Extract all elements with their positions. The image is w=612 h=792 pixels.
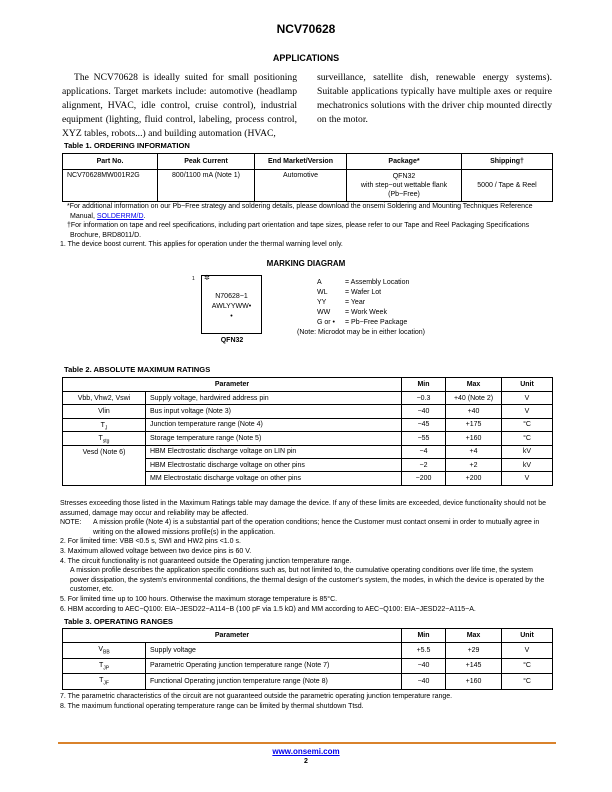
max-value: +2: [446, 458, 502, 471]
symbol-text: Vbb, Vhw2, Vswi: [77, 395, 131, 402]
marking-line: N70628−1: [215, 293, 248, 300]
table-row: [63, 658, 553, 674]
legend-item: [317, 278, 425, 288]
min-value: −55: [402, 432, 446, 445]
legend-key: WW: [317, 309, 331, 316]
symbol: [63, 445, 146, 485]
note-5: 5. For limited time up to 100 hours. Otherwise the maximum storage temperature is 85°C.: [60, 595, 338, 603]
page-number: 2: [304, 758, 308, 765]
shipping: 5000 / Tape & Reel: [462, 170, 553, 202]
min-value: −40: [402, 405, 446, 418]
applications-text-col2: surveillance, satellite dish, renewable energy systems). Suitable applications typically have multiple axes or require mechatronics solutions with the driver chip mounted directly on the motor.: [317, 72, 552, 125]
min-value: +5.5: [402, 643, 446, 659]
min-value: −45: [402, 418, 446, 431]
min-value: −40: [402, 674, 446, 690]
legend-value: = Work Week: [345, 309, 387, 316]
unit: V: [502, 392, 553, 405]
ordering-table: [62, 153, 553, 202]
marking-legend: [297, 278, 425, 338]
symbol-text: T: [100, 421, 105, 429]
footnote-shipping: †For information on tape and reel specifications, including part orientation and tape sizes, please refer to our Tape and Reel Packaging Specifications Brochure, BRD8011/D.: [67, 222, 530, 239]
qfn32-package-marking: [201, 275, 262, 334]
legend-item: [317, 288, 425, 298]
microdot-note: (Note: Microdot may be in either location): [297, 329, 425, 336]
note-1: 1. The device boost current. This applies for operation under the thermal warning level only.: [60, 241, 343, 249]
col-header: Unit: [502, 378, 553, 392]
col-header: Parameter: [63, 378, 402, 392]
symbol: [63, 658, 146, 674]
end-market: Automotive: [255, 170, 347, 202]
footer-rule: [58, 742, 556, 744]
note-6: 6. HBM according to AEC−Q100: EIA−JESD22−A114−B (100 pF via 1.5 kΩ) and MM according to AEC−Q100: EIA−JESD22−A115−A.: [60, 605, 476, 613]
legend-key: A: [317, 279, 322, 286]
legend-item: [317, 298, 425, 308]
symbol-text: T: [98, 661, 104, 669]
marking-line: •: [230, 313, 233, 320]
symbol: [63, 392, 146, 405]
table1-footnotes: *For additional information on our Pb−Free strategy and soldering details, please download the onsemi Soldering and Mounting Techniques Reference Manual, SOLDERRM/D. †For information on tape and reel specifications, including part orientation and tape sizes, please refer to our Tape and Reel Packaging Specifications Brochure, BRD8011/D. 1. The device boost current. This applies for operation under the thermal warning level only.: [60, 202, 553, 250]
symbol-text: T: [99, 677, 104, 685]
max-value: +29: [446, 643, 502, 659]
absolute-max-ratings-table: [62, 377, 553, 486]
max-value: +175: [446, 418, 502, 431]
unit: V: [502, 405, 553, 418]
table-row: [63, 170, 553, 202]
col-header: Part No.: [63, 154, 158, 170]
symbol-subscript: BB: [103, 649, 110, 656]
parameter: Junction temperature range (Note 4): [146, 418, 402, 431]
max-value: +145: [446, 658, 502, 674]
applications-text-col1: The NCV70628 is ideally suited for small positioning applications. Target markets include: automotive (headlamp alignment, HVAC, idle control, cruise control), industrial equipment (lighting, fluid control, labeling, process control, XYZ tables, robots...) and building automation (HVAC,: [62, 72, 297, 139]
min-value: −40: [402, 658, 446, 674]
legend-key: YY: [317, 299, 327, 306]
table3-caption: Table 3. OPERATING RANGES: [64, 617, 173, 626]
legend-key: WL: [317, 289, 328, 296]
legend-value: = Assembly Location: [345, 279, 410, 286]
solderrm-link[interactable]: SOLDERRM/D: [96, 212, 144, 220]
table-row: [63, 432, 553, 445]
col-header: Min: [402, 629, 446, 643]
marking-diagram-heading: MARKING DIAGRAM: [266, 259, 346, 268]
unit: °C: [502, 432, 553, 445]
symbol-text: Vesd (Note 6): [82, 448, 126, 456]
table3-notes: [60, 692, 553, 711]
max-value: +200: [446, 472, 502, 485]
parameter: HBM Electrostatic discharge voltage on LIN pin: [146, 445, 402, 458]
website-link[interactable]: www.onsemi.com: [272, 747, 340, 756]
table-row: [63, 392, 553, 405]
legend-value: = Wafer Lot: [345, 289, 382, 296]
col-header: End Market/Version: [255, 154, 347, 170]
symbol: [63, 643, 146, 659]
symbol: [63, 674, 146, 690]
unit: kV: [502, 445, 553, 458]
max-value: +160: [446, 674, 502, 690]
col-header: Shipping†: [462, 154, 553, 170]
table1-caption: Table 1. ORDERING INFORMATION: [64, 141, 190, 150]
legend-key: G or •: [317, 319, 336, 326]
package-line: (Pb−Free): [388, 191, 420, 198]
part-number: NCV70628MW001R2G: [63, 170, 158, 202]
unit: V: [502, 643, 553, 659]
note-4-detail: A mission profile describes the application specific conditions such as, but not limited to, the cumulative operating conditions over life time, the system power dissipation, the system’s environmental conditions, the thermal design of the customer’s system, the modes, in which the device is operated by the customer, etc.: [70, 567, 545, 594]
parameter: Functional Operating junction temperature range (Note 8): [146, 674, 402, 690]
note-3: 3. Maximum allowed voltage between two device pins is 60 V.: [60, 547, 252, 555]
min-value: −4: [402, 445, 446, 458]
note-label: NOTE:: [60, 519, 82, 527]
table-row: [63, 643, 553, 659]
col-header: Package*: [347, 154, 462, 170]
parameter: Supply voltage, hardwired address pin: [146, 392, 402, 405]
symbol-text: V: [98, 646, 103, 653]
max-value: +160: [446, 432, 502, 445]
parameter: Supply voltage: [146, 643, 402, 659]
note-8: 8. The maximum functional operating temperature range can be limited by thermal shutdown Ttsd.: [60, 702, 364, 710]
symbol-text: Vlin: [98, 408, 110, 416]
parameter: Parametric Operating junction temperature range (Note 7): [146, 658, 402, 674]
note-7: 7. The parametric characteristics of the circuit are not guaranteed outside the parametric operating junction temperature range.: [60, 693, 453, 700]
symbol: [63, 405, 146, 418]
legend-item: [317, 308, 425, 318]
package-line: QFN32: [392, 173, 416, 180]
package-line: with step−out wettable flank: [360, 182, 448, 189]
package-label: QFN32: [220, 337, 244, 344]
min-value: −0.3: [402, 392, 446, 405]
legend-value: = Pb−Free Package: [345, 319, 408, 326]
pin1-label: 1: [192, 276, 195, 282]
symbol-text: T: [98, 435, 103, 443]
col-header: Min: [402, 378, 446, 392]
unit: V: [502, 472, 553, 485]
package: [347, 170, 462, 202]
symbol: [63, 432, 146, 445]
col-header: Parameter: [63, 629, 402, 643]
symbol-subscript: JP: [103, 664, 110, 671]
parameter: Storage temperature range (Note 5): [146, 432, 402, 445]
mission-profile-note: A mission profile (Note 4) is a substantial part of the operation conditions; hence the Customer must contact onsemi in order to mutually agree in writing on the allowed missions profile(s) in the application.: [93, 519, 540, 536]
table-row: [63, 674, 553, 690]
applications-heading: APPLICATIONS: [272, 53, 340, 63]
note-4: 4. The circuit functionality is not guaranteed outside the Operating junction temperature range.: [60, 557, 352, 565]
parameter: Bus input voltage (Note 3): [146, 405, 402, 418]
note-2: 2. For limited time: VBB <0.5 s, SWI and HW2 pins <1.0 s.: [60, 538, 241, 546]
pin1-dot-icon: ✲: [204, 275, 210, 282]
symbol: [63, 418, 146, 431]
unit: kV: [502, 458, 553, 471]
parameter: HBM Electrostatic discharge voltage on other pins: [146, 458, 402, 471]
col-header: Max: [446, 378, 502, 392]
col-header: Max: [446, 629, 502, 643]
table-row: [63, 418, 553, 431]
legend-item: [317, 318, 425, 328]
symbol-subscript: JF: [103, 680, 109, 687]
min-value: −200: [402, 472, 446, 485]
col-header: Unit: [502, 629, 553, 643]
table2-notes: [60, 499, 553, 614]
unit: °C: [502, 418, 553, 431]
min-value: −2: [402, 458, 446, 471]
unit: °C: [502, 674, 553, 690]
document-title: NCV70628: [276, 22, 336, 36]
table-row: [63, 405, 553, 418]
max-value: +4: [446, 445, 502, 458]
symbol-subscript: stg: [102, 438, 110, 445]
footnote-pbfree: *For additional information on our Pb−Free strategy and soldering details, please download the onsemi Soldering and Mounting Techniques Reference Manual,: [67, 203, 533, 220]
unit: °C: [502, 658, 553, 674]
symbol-subscript: J: [104, 425, 108, 432]
operating-ranges-table: [62, 628, 553, 690]
table-row: [63, 445, 553, 458]
peak-current: 800/1100 mA (Note 1): [158, 170, 255, 202]
legend-value: = Year: [345, 299, 366, 306]
max-value: +40: [446, 405, 502, 418]
parameter: MM Electrostatic discharge voltage on other pins: [146, 472, 402, 485]
max-value: +40 (Note 2): [446, 392, 502, 405]
table2-caption: Table 2. ABSOLUTE MAXIMUM RATINGS: [64, 365, 211, 374]
col-header: Peak Current: [158, 154, 255, 170]
stress-note: Stresses exceeding those listed in the Maximum Ratings table may damage the device. If any of these limits are exceeded, device functionality should not be assumed, damage may occur and reliability may be affected.: [60, 500, 546, 517]
marking-line: AWLYYWW•: [211, 303, 252, 310]
